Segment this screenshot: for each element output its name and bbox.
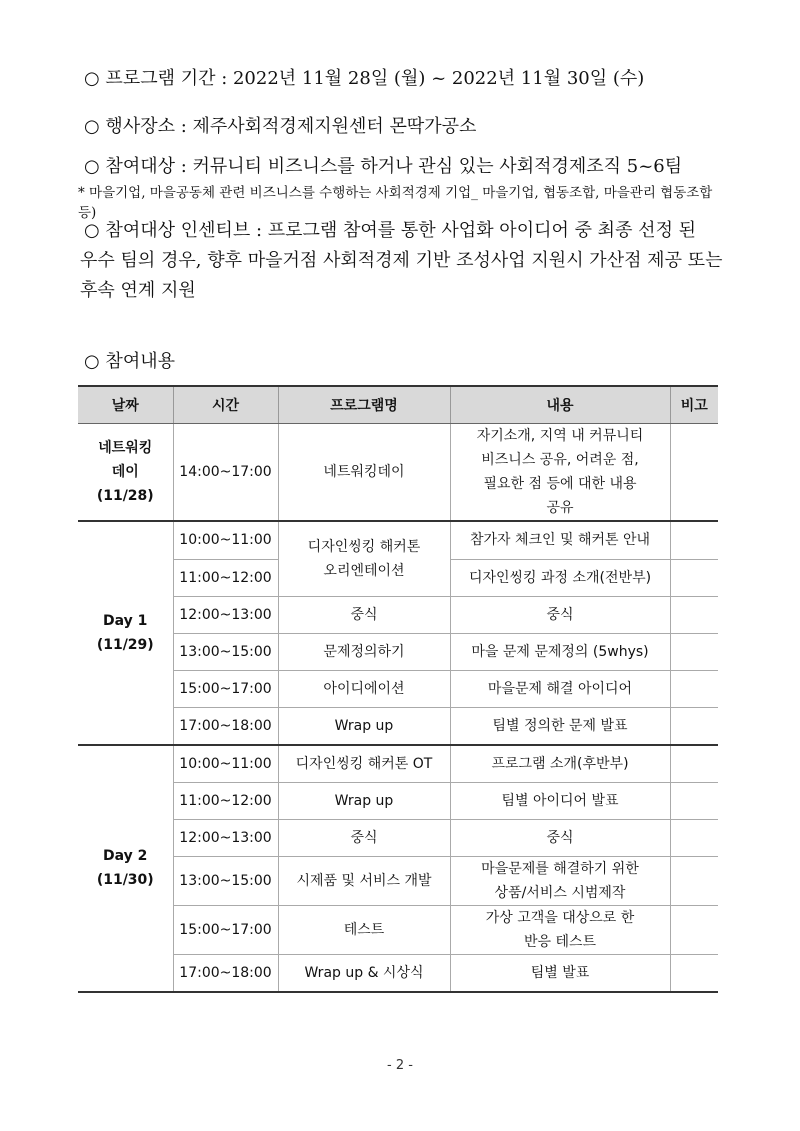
content-cell: 팀별 발표 (450, 954, 670, 992)
program-cell: 문제정의하기 (278, 633, 450, 670)
time-cell: 13:00~15:00 (173, 633, 278, 670)
remarks-cell (670, 819, 718, 856)
time-cell: 17:00~18:00 (173, 707, 278, 745)
page-number: - 2 - (387, 1058, 413, 1073)
program-cell: 아이디에이션 (278, 670, 450, 707)
header-content: 내용 (450, 386, 670, 424)
header-time: 시간 (173, 386, 278, 424)
content-cell: 마을문제를 해결하기 위한 상품/서비스 시범제작 (450, 856, 670, 905)
header-date: 날짜 (78, 386, 173, 424)
program-cell: Wrap up & 시상식 (278, 954, 450, 992)
time-cell: 15:00~17:00 (173, 905, 278, 954)
program-cell: 테스트 (278, 905, 450, 954)
remarks-cell (670, 670, 718, 707)
remarks-cell (670, 905, 718, 954)
program-cell: 중식 (278, 596, 450, 633)
content-cell: 마을문제 해결 아이디어 (450, 670, 670, 707)
remarks-cell (670, 782, 718, 819)
target-note: * 마을기업, 마을공동체 관련 비즈니스를 수행하는 사회적경제 기업_ 마을기업, 협동조합, 마을관리 협동조합 등) (78, 185, 713, 221)
time-cell: 12:00~13:00 (173, 819, 278, 856)
content-cell: 자기소개, 지역 내 커뮤니티 비즈니스 공유, 어려운 점, 필요한 점 등에 대한 내용 공유 (450, 424, 670, 522)
content-cell: 가상 고객을 대상으로 한 반응 테스트 (450, 905, 670, 954)
time-cell: 10:00~11:00 (173, 745, 278, 783)
content-heading: ○ 참여내용 (84, 351, 175, 372)
schedule-table (78, 385, 718, 993)
table-row (78, 905, 718, 954)
table-row (78, 819, 718, 856)
table-row (78, 633, 718, 670)
program-cell: Wrap up (278, 707, 450, 745)
table-row (78, 670, 718, 707)
table-row (78, 782, 718, 819)
time-cell: 15:00~17:00 (173, 670, 278, 707)
table-row (78, 707, 718, 745)
program-cell: 시제품 및 서비스 개발 (278, 856, 450, 905)
table-row (78, 954, 718, 992)
remarks-cell (670, 707, 718, 745)
content-cell: 중식 (450, 596, 670, 633)
remarks-cell (670, 954, 718, 992)
program-period: ○ 프로그램 기간 : 2022년 11월 28일 (월) ~ 2022년 11월 30일 (수) (84, 68, 645, 89)
incentive-line-2: 우수 팀의 경우, 향후 마을거점 사회적경제 기반 조성사업 지원시 가산점 제공 또는 (80, 250, 723, 271)
header-program: 프로그램명 (278, 386, 450, 424)
table-row (78, 596, 718, 633)
remarks-cell (670, 856, 718, 905)
time-cell: 14:00~17:00 (173, 424, 278, 522)
remarks-cell (670, 745, 718, 783)
date-cell-day2: Day 2 (11/30) (78, 745, 173, 992)
content-cell: 팀별 정의한 문제 발표 (450, 707, 670, 745)
content-cell: 디자인씽킹 과정 소개(전반부) (450, 559, 670, 596)
time-cell: 10:00~11:00 (173, 521, 278, 559)
content-cell: 중식 (450, 819, 670, 856)
remarks-cell (670, 633, 718, 670)
remarks-cell (670, 596, 718, 633)
program-cell: Wrap up (278, 782, 450, 819)
date-cell-networking: 네트워킹 데이 (11/28) (78, 424, 173, 522)
date-cell-day1: Day 1 (11/29) (78, 521, 173, 745)
content-cell: 마을 문제 문제정의 (5whys) (450, 633, 670, 670)
table-header-row (78, 386, 718, 424)
time-cell: 12:00~13:00 (173, 596, 278, 633)
table-row (78, 856, 718, 905)
remarks-cell (670, 424, 718, 522)
target-participants: ○ 참여대상 : 커뮤니티 비즈니스를 하거나 관심 있는 사회적경제조직 5~6팀 (84, 156, 683, 177)
remarks-cell (670, 521, 718, 559)
time-cell: 13:00~15:00 (173, 856, 278, 905)
table-row (78, 521, 718, 559)
time-cell: 17:00~18:00 (173, 954, 278, 992)
program-cell: 네트워킹데이 (278, 424, 450, 522)
incentive-line-3: 후속 연계 지원 (80, 280, 196, 301)
content-cell: 프로그램 소개(후반부) (450, 745, 670, 783)
header-remarks: 비고 (670, 386, 718, 424)
time-cell: 11:00~12:00 (173, 559, 278, 596)
content-cell: 팀별 아이디어 발표 (450, 782, 670, 819)
program-cell: 중식 (278, 819, 450, 856)
table-row (78, 424, 718, 522)
time-cell: 11:00~12:00 (173, 782, 278, 819)
program-cell: 디자인씽킹 해커톤 OT (278, 745, 450, 783)
incentive-paragraph (80, 216, 724, 306)
table-row (78, 745, 718, 783)
content-cell: 참가자 체크인 및 해커톤 안내 (450, 521, 670, 559)
remarks-cell (670, 559, 718, 596)
venue: ○ 행사장소 : 제주사회적경제지원센터 몬딱가공소 (84, 116, 477, 137)
incentive-line-1: ○ 참여대상 인센티브 : 프로그램 참여를 통한 사업화 아이디어 중 최종 선정 된 (84, 220, 697, 241)
program-cell-merged: 디자인씽킹 해커톤 오리엔테이션 (278, 521, 450, 596)
